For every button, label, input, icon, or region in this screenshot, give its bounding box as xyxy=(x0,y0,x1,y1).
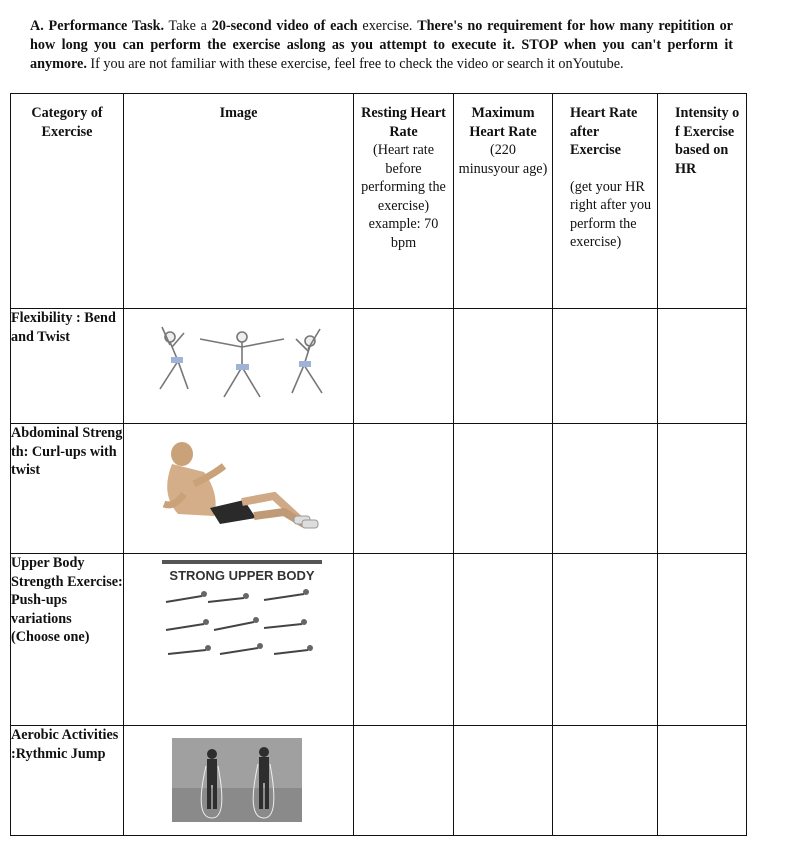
table-row xyxy=(11,554,747,726)
image-cell xyxy=(124,726,354,836)
category-cell: Aerobic Activities :Rythmic Jump xyxy=(11,726,124,836)
max-hr-cell[interactable] xyxy=(454,726,553,836)
max-hr-cell[interactable] xyxy=(454,309,553,424)
after-hr-cell[interactable] xyxy=(553,554,658,726)
intensity-cell[interactable] xyxy=(658,309,747,424)
category-cell: Upper Body Strength Exercise: Push-ups variations (Choose one) xyxy=(11,554,124,726)
header-intensity: Intensity of Exercise based on HR xyxy=(658,94,747,309)
table-row xyxy=(11,309,747,424)
resting-hr-cell[interactable] xyxy=(354,726,454,836)
table-row xyxy=(11,424,747,554)
header-category: Category of Exercise xyxy=(11,94,124,309)
max-hr-cell[interactable] xyxy=(454,554,553,726)
header-heart-rate-after: Heart Rate after Exercise (get your HR right after you perform the exercise) xyxy=(553,94,658,309)
image-cell xyxy=(124,309,354,424)
after-hr-cell[interactable] xyxy=(553,424,658,554)
intensity-cell[interactable] xyxy=(658,726,747,836)
intensity-cell[interactable] xyxy=(658,554,747,726)
header-image: Image xyxy=(124,94,354,309)
category-cell: Abdominal Strength: Curl-ups with twist xyxy=(11,424,124,554)
jump-rope-photo xyxy=(124,726,354,826)
curl-up-twist-photo xyxy=(124,424,354,552)
resting-hr-cell[interactable] xyxy=(354,554,454,726)
header-maximum-heart-rate: Maximum Heart Rate (220 minusyour age) xyxy=(454,94,553,309)
task-label: A. Performance Task. xyxy=(30,18,165,34)
pushup-variations-poster xyxy=(124,554,354,664)
after-hr-cell[interactable] xyxy=(553,726,658,836)
max-hr-cell[interactable] xyxy=(454,424,553,554)
header-resting-heart-rate: Resting Heart Rate (Heart rate before performing the exercise) example: 70 bpm xyxy=(354,94,454,309)
instructions-paragraph: A. Performance Task. Take a 20-second video of each exercise. There's no requirement for how many repitition or how long you can perform the exercise aslong as you attempt to execute it. STOP when you can't perform it anymore. If you are not familiar with these exercise, feel free to check the video or search it onYoutube. xyxy=(30,18,733,72)
intensity-cell[interactable] xyxy=(658,424,747,554)
category-cell: Flexibility : Bend and Twist xyxy=(11,309,124,424)
side-bend-stretch-figures xyxy=(124,309,354,421)
resting-hr-cell[interactable] xyxy=(354,309,454,424)
resting-hr-cell[interactable] xyxy=(354,424,454,554)
performance-table xyxy=(10,93,747,836)
after-hr-cell[interactable] xyxy=(553,309,658,424)
image-cell xyxy=(124,424,354,554)
poster-title: STRONG UPPER BODY xyxy=(169,568,315,583)
image-cell xyxy=(124,554,354,726)
table-row xyxy=(11,726,747,836)
header-row xyxy=(11,94,747,309)
